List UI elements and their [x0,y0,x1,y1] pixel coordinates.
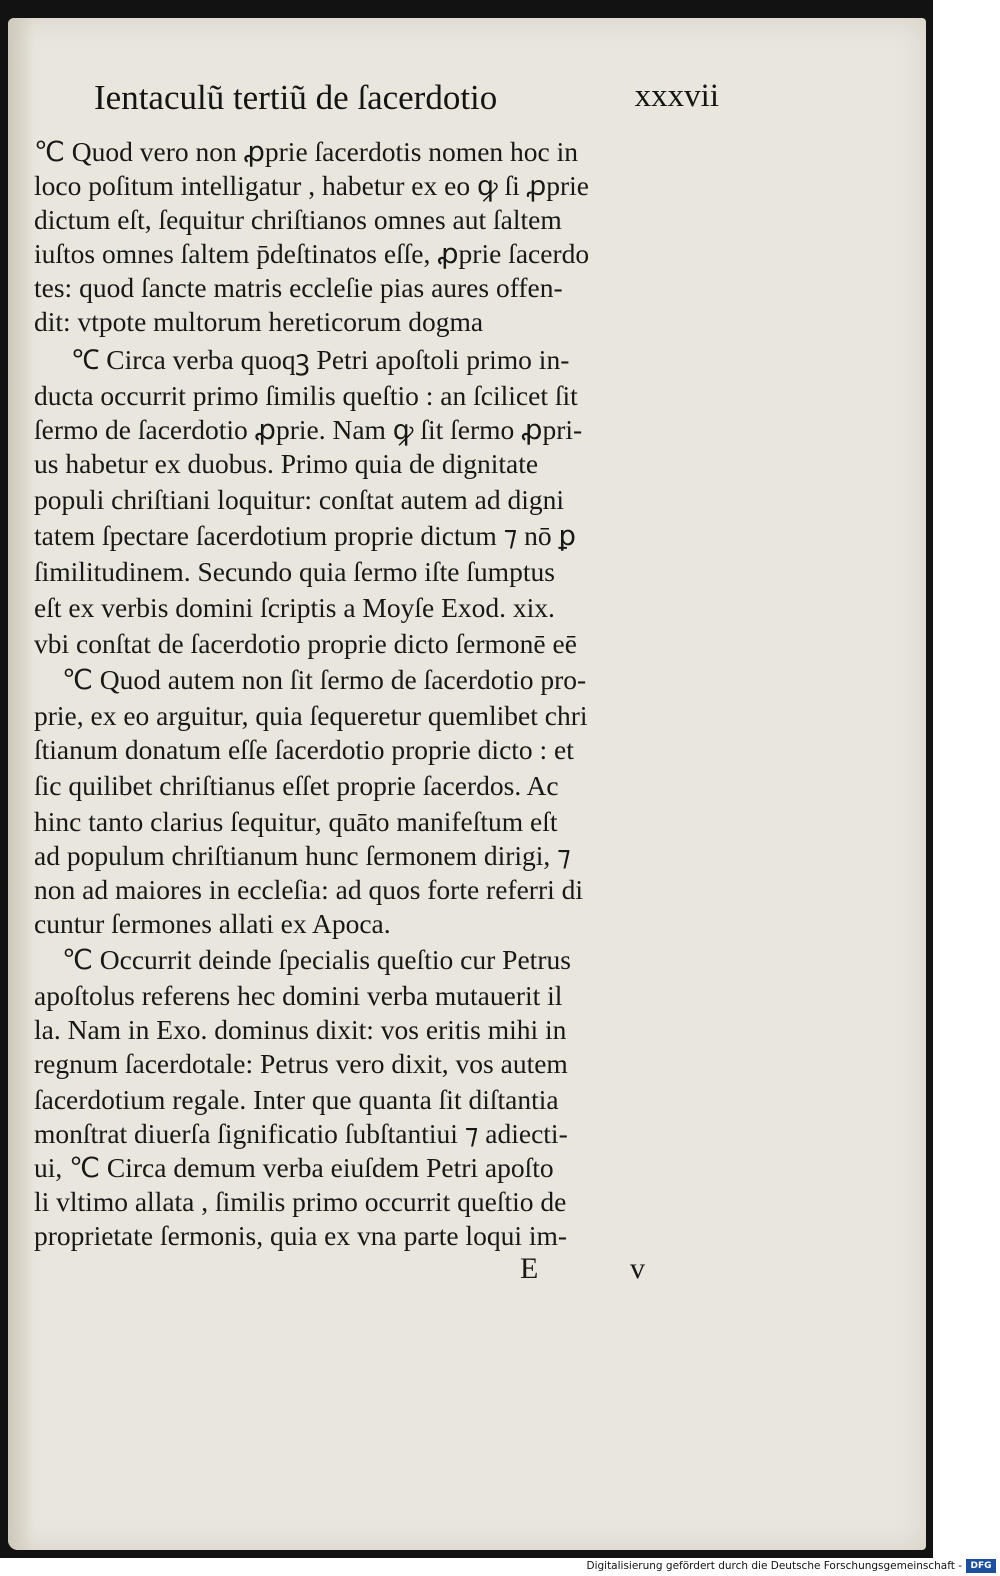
text-line: ſtianum donatum eſſe ſacerdotio proprie dicto : et [34,734,574,765]
digitization-credit: Digitalisierung gefördert durch die Deutsche Forschungsgemeinschaft - [586,1560,962,1572]
signature-number: v [630,1252,645,1285]
text-line: ℃ Quod autem non ſit ſermo de ſacerdotio pro- [62,664,587,695]
text-line: ui, ℃ Circa demum verba eiuſdem Petri apoſto [34,1152,554,1183]
text-line: apoſtolus referens hec domini verba mutauerit il [34,980,563,1011]
text-line: iuſtos omnes ſaltem p̄deſtinatos eſſe, ꝓprie ſacerdo [34,238,590,269]
page-header [94,74,719,130]
text-line: ℃ Occurrit deinde ſpecialis queſtio cur Petrus [62,944,571,975]
text-line: la. Nam in Exo. dominus dixit: vos eritis mihi in [34,1014,567,1045]
text-line: dit: vtpote multorum hereticorum dogma [34,306,484,337]
text-line: li vltimo allata , ſimilis primo occurrit queſtio de [34,1186,567,1217]
text-line: ad populum chriſtianum hunc ſermonem dirigi, ⁊ [34,840,571,871]
text-line: regnum ſacerdotale: Petrus vero dixit, vos autem [34,1048,568,1079]
text-line: ſic quilibet chriſtianus eſſet proprie ſacerdos. Ac [34,770,559,801]
text-line: populi chriſtiani loquitur: conſtat autem ad digni [34,484,565,515]
page-gutter-shadow [8,18,34,1550]
signature-mark: E [520,1252,539,1285]
text-line: prie, ex eo arguitur, quia ſequeretur quemlibet chri [34,700,588,731]
text-line: loco poſitum intelligatur , habetur ex eo ꝙ ſi ꝓprie [34,170,590,201]
text-line: ℃ Circa verba quoqꝫ Petri apoſtoli primo in- [72,344,570,375]
text-line: vbi conſtat de ſacerdotio proprie dicto ſermonē eē [34,628,577,659]
text-line: ducta occurrit primo ſimilis queſtio : an ſcilicet ſit [34,380,578,411]
text-line: ſimilitudinem. Secundo quia ſermo iſte ſumptus [34,556,555,587]
text-line: tes: quod ſancte matris eccleſie pias aures offen- [34,272,563,303]
text-line: non ad maiores in eccleſia: ad quos forte referri di [34,874,584,905]
text-line: ſacerdotium regale. Inter que quanta ſit diſtantia [34,1084,559,1115]
dfg-logo: DFG [966,1559,996,1573]
folio-number: xxxvii [634,78,719,114]
text-line: monſtrat diuerſa ſignificatio ſubſtantiui ⁊ adiecti- [34,1118,568,1149]
text-line: ſermo de ſacerdotio ꝓprie. Nam ꝙ ſit ſermo ꝓpri- [34,414,583,445]
running-title: Ientaculũ tertiũ de ſacerdotio [94,78,498,117]
text-line: eſt ex verbis domini ſcriptis a Moyſe Exod. xix. [34,592,555,623]
text-line: tatem ſpectare ſacerdotium proprie dictum ⁊ nō ꝑ [34,520,576,551]
text-line: hinc tanto clarius ſequitur, quāto manifeſtum eſt [34,806,558,837]
text-line: dictum eſt, ſequitur chriſtianos omnes aut ſaltem [34,204,562,235]
text-line: proprietate ſermonis, quia ex vna parte loqui im- [34,1220,568,1251]
text-line: ℃ Quod vero non ꝓprie ſacerdotis nomen hoc in [34,136,578,167]
text-line: us habetur ex duobus. Primo quia de dignitate [34,448,539,479]
text-line: cuntur ſermones allati ex Apoca. [34,908,391,939]
